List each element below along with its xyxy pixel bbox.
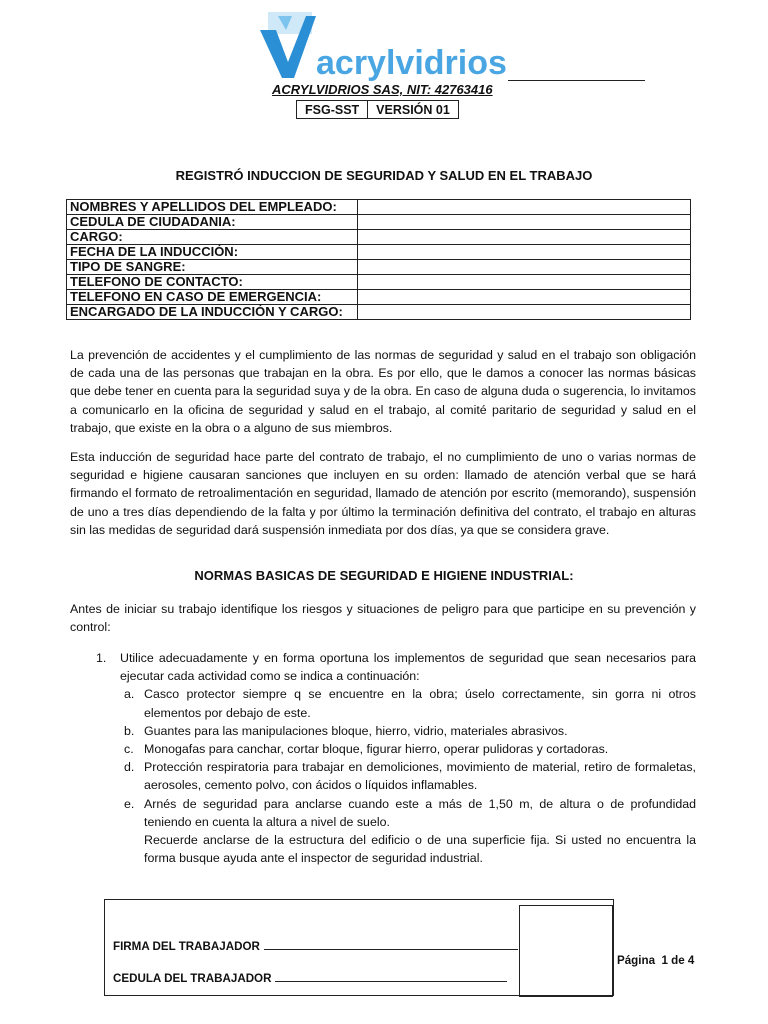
- employee-info-table: [66, 199, 691, 320]
- section-heading: NORMAS BASICAS DE SEGURIDAD E HIGIENE INDUSTRIAL:: [194, 568, 574, 583]
- subitem-text: Protección respiratoria para trabajar en demoliciones, movimiento de material, retiro de formaletas, aerosoles, cemento polvo, con ácidos o líquidos inflamables.: [144, 760, 696, 793]
- list-subitem: [124, 685, 696, 721]
- subitem-text: Guantes para las manipulaciones bloque, hierro, vidrio, materiales abrasivos.: [144, 723, 568, 738]
- company-logo: [258, 12, 513, 82]
- table-row: [67, 245, 691, 260]
- field-label: FECHA DE LA INDUCCIÓN:: [67, 245, 358, 260]
- form-title: REGISTRÓ INDUCCION DE SEGURIDAD Y SALUD EN EL TRABAJO: [175, 168, 593, 183]
- document-code-table: [296, 100, 459, 119]
- field-value-name[interactable]: [358, 200, 691, 215]
- table-row: [67, 260, 691, 275]
- page-prefix: Página: [617, 954, 656, 967]
- norms-list: [96, 649, 696, 867]
- logo-underline: [508, 80, 645, 81]
- subitem-letter: a.: [124, 687, 135, 702]
- field-label: ENCARGADO DE LA INDUCCIÓN Y CARGO:: [67, 305, 358, 320]
- document-version: VERSIÓN 01: [368, 101, 459, 119]
- page-total: 4: [687, 954, 695, 967]
- page-number: [617, 954, 694, 967]
- fingerprint-box[interactable]: [519, 905, 613, 997]
- field-label: CEDULA DE CIUDADANIA:: [67, 215, 358, 230]
- table-row: [67, 290, 691, 305]
- id-label: CEDULA DEL TRABAJADOR: [113, 972, 272, 985]
- intro-paragraph: La prevención de accidentes y el cumplimiento de las normas de seguridad y salud en el trabajo son obligación de cada una de las personas que trabajan en la obra. Es por ello, que le damos a conocer las normas básicas que debe tener en cuenta para la seguridad suya y de la obra. En caso de alguna duda o sugerencia, lo invitamos a comunicarlo en la oficina de seguridad y salud en el trabajo, al comité paritario de seguridad y salud en el trabajo, que existe en la obra o a alguno de sus miembros.: [70, 348, 696, 435]
- signature-line[interactable]: [113, 940, 518, 953]
- table-row: [67, 275, 691, 290]
- field-label: TELEFONO DE CONTACTO:: [67, 275, 358, 290]
- subitem-letter: e.: [124, 796, 135, 811]
- list-subitem: [124, 758, 696, 794]
- subitem-text: Casco protector siempre q se encuentre en la obra; úselo correctamente, sin gorra ni otros elementos por debajo de este.: [144, 687, 696, 720]
- logo-text: acrylvidrios: [316, 44, 507, 82]
- subitem-letter: d.: [124, 760, 135, 775]
- signature-label: FIRMA DEL TRABAJADOR: [113, 940, 260, 953]
- field-label: NOMBRES Y APELLIDOS DEL EMPLEADO:: [67, 200, 358, 215]
- field-value-phone[interactable]: [358, 275, 691, 290]
- field-value-blood-type[interactable]: [358, 260, 691, 275]
- sanctions-paragraph: Esta inducción de seguridad hace parte del contrato de trabajo, el no cumplimiento de uno o varias normas de seguridad e higiene causaran sanciones que incluyen en su orden: llamado de atención verbal que se hará firmando el formato de retroalimentación en seguridad, llamado de atención por escrito (memorando), suspensión de uno a tres días dependiendo de la falta y por último la terminación definitiva del contrato, el trabajo en alturas sin las medidas de seguridad dará suspensión inmediata por dos días, ya que se considera grave.: [70, 450, 696, 537]
- list-subitem: [124, 795, 696, 831]
- company-name: ACRYLVIDRIOS SAS, NIT: 42763416: [272, 82, 493, 97]
- field-label: CARGO:: [67, 230, 358, 245]
- subitem-text: Monogafas para canchar, cortar bloque, figurar hierro, operar pulidoras y cortadoras.: [144, 742, 609, 757]
- page-sep: de: [671, 954, 685, 967]
- page-current: 1: [661, 954, 668, 967]
- list-number: 1.: [96, 651, 107, 665]
- subitem-letter: b.: [124, 723, 135, 738]
- table-row: [67, 230, 691, 245]
- field-label: TELEFONO EN CASO DE EMERGENCIA:: [67, 290, 358, 305]
- signature-blank[interactable]: [264, 940, 518, 950]
- field-label: TIPO DE SANGRE:: [67, 260, 358, 275]
- list-subitem: [124, 740, 696, 758]
- document-code: FSG-SST: [297, 101, 368, 119]
- list-subitem: [124, 722, 696, 740]
- field-value-id[interactable]: [358, 215, 691, 230]
- subitem-text: Arnés de seguridad para anclarse cuando este a más de 1,50 m, de altura o de profundidad teniendo en cuenta la altura a nivel de suelo.: [144, 796, 696, 829]
- subitem-note: Recuerde anclarse de la estructura del edificio o de una superficie fija. Si usted no encuentra la forma busque ayuda ante el inspector de seguridad industrial.: [144, 833, 696, 866]
- norms-intro-paragraph: Antes de iniciar su trabajo identifique los riesgos y situaciones de peligro para que participe en su prevención y control:: [70, 602, 696, 635]
- id-line[interactable]: [113, 972, 507, 985]
- table-row: [67, 215, 691, 230]
- list-item: [96, 649, 696, 685]
- list-item-text: Utilice adecuadamente y en forma oportuna los implementos de seguridad que sean necesarios para ejecutar cada actividad como se indica a continuación:: [120, 651, 696, 684]
- field-value-date[interactable]: [358, 245, 691, 260]
- field-value-position[interactable]: [358, 230, 691, 245]
- subitem-letter: c.: [124, 742, 134, 757]
- field-value-emergency-phone[interactable]: [358, 290, 691, 305]
- table-row: [67, 305, 691, 320]
- field-value-inductor[interactable]: [358, 305, 691, 320]
- table-row: [67, 200, 691, 215]
- id-blank[interactable]: [275, 972, 507, 982]
